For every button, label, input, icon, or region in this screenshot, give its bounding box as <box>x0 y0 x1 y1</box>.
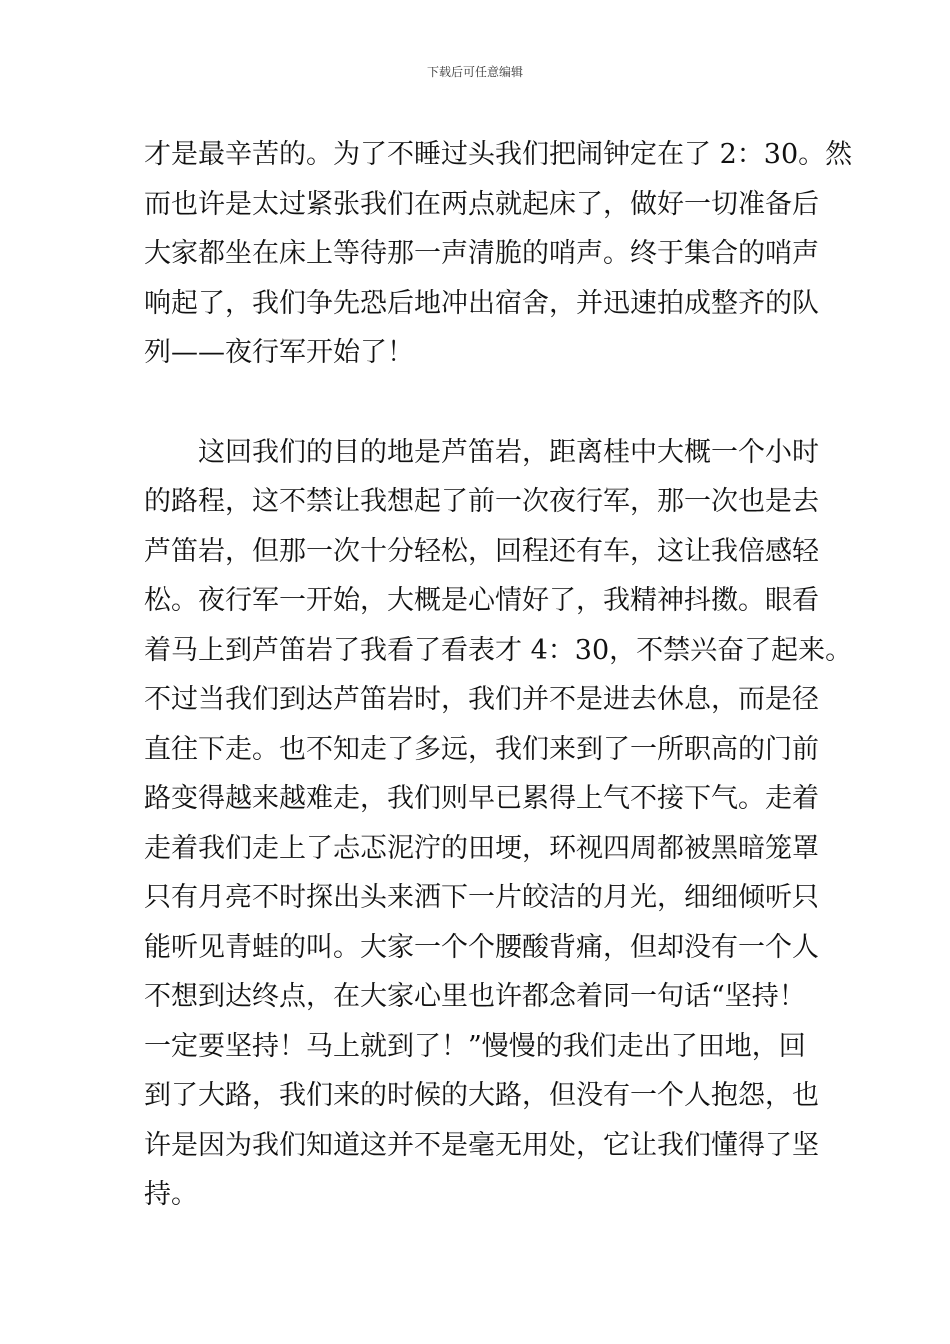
text-line: 大家都坐在床上等待那一声清脆的哨声。终于集合的哨声 <box>144 238 819 269</box>
paragraph-2 <box>144 428 853 1220</box>
text-line: 到了大路，我们来的时候的大路，但没有一个人抱怨，也 <box>144 1080 819 1111</box>
text-line: 路变得越来越难走，我们则早已累得上气不接下气。走着 <box>144 783 819 814</box>
text-line: 而也许是太过紧张我们在两点就起床了，做好一切准备后 <box>144 188 819 220</box>
text-line: 列——夜行军开始了！ <box>144 337 414 368</box>
text-line: 这回我们的目的地是芦笛岩，距离桂中大概一个小时 <box>144 436 819 468</box>
text-line: 着马上到芦笛岩了我看了看表才 4：30，不禁兴奋了起来。 <box>144 634 853 666</box>
text-line: 一定要坚持！马上就到了！”慢慢的我们走出了田地，回 <box>144 1030 806 1062</box>
document-body <box>144 130 853 1220</box>
text-line: 不过当我们到达芦笛岩时，我们并不是进去休息，而是径 <box>144 684 819 715</box>
text-line: 松。夜行军一开始，大概是心情好了，我精神抖擞。眼看 <box>144 585 819 616</box>
paragraph-spacer <box>144 378 816 428</box>
text-line: 的路程，这不禁让我想起了前一次夜行军，那一次也是去 <box>144 486 819 517</box>
text-line: 许是因为我们知道这并不是毫无用处，它让我们懂得了坚 <box>144 1129 819 1161</box>
text-line: 响起了，我们争先恐后地冲出宿舍，并迅速拍成整齐的队 <box>144 287 819 319</box>
text-line: 才是最辛苦的。为了不睡过头我们把闹钟定在了 2：30。然 <box>144 139 853 170</box>
text-line: 只有月亮不时探出头来洒下一片皎洁的月光，细细倾听只 <box>144 882 819 913</box>
text-line: 直往下走。也不知走了多远，我们来到了一所职高的门前 <box>144 733 819 765</box>
text-line: 持。 <box>144 1179 198 1210</box>
text-line: 不想到达终点，在大家心里也许都念着同一句话“坚持！ <box>144 981 806 1012</box>
text-line: 能听见青蛙的叫。大家一个个腰酸背痛，但却没有一个人 <box>144 931 819 963</box>
paragraph-1 <box>144 130 853 378</box>
page-header: 下载后可任意编辑 <box>426 65 523 79</box>
text-line: 走着我们走上了忐忑泥泞的田埂，环视四周都被黑暗笼罩 <box>144 832 819 864</box>
text-line: 芦笛岩，但那一次十分轻松，回程还有车，这让我倍感轻 <box>144 535 819 567</box>
